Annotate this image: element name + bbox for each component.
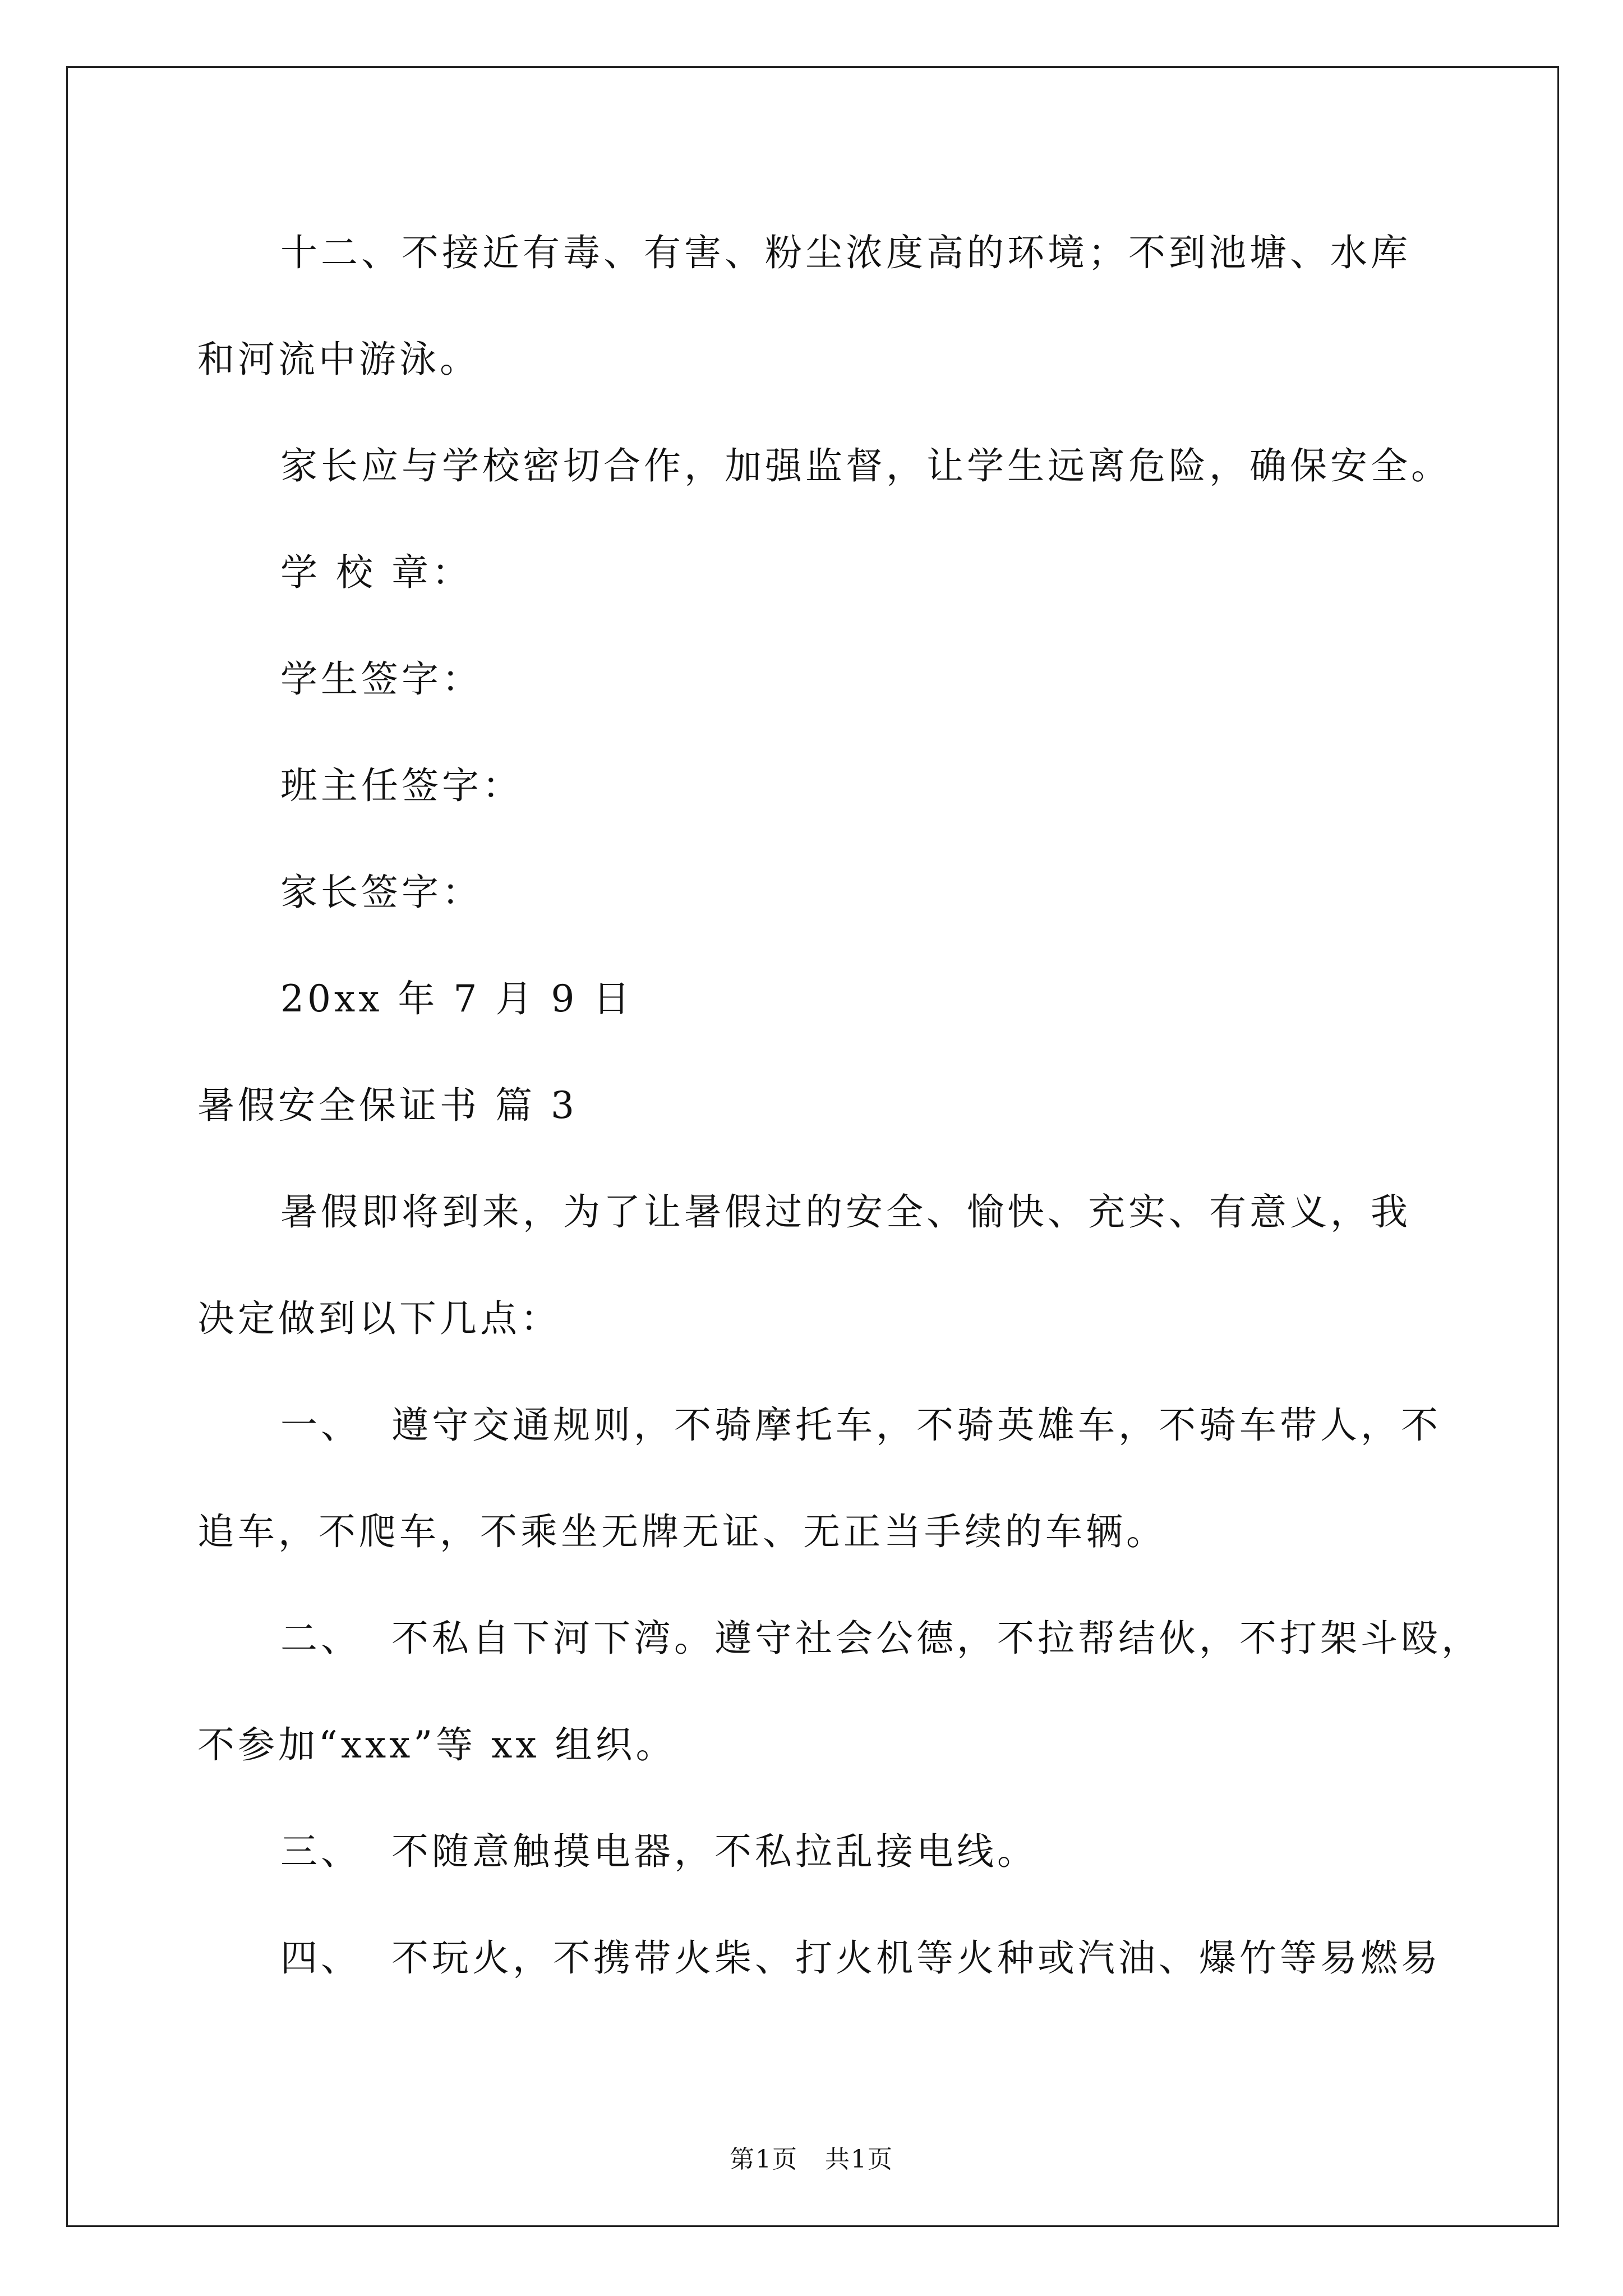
paragraph-line: 和河流中游泳。 (197, 338, 480, 381)
paragraph-line: 十二、不接近有毒、有害、粉尘浓度高的环境；不到池塘、水库 (280, 231, 1411, 274)
paragraph-line: 决定做到以下几点： (197, 1297, 561, 1340)
parent-signature-label: 家长签字： (280, 871, 482, 914)
section-title: 暑假安全保证书 篇 3 (197, 1084, 578, 1127)
paragraph-line: 暑假即将到来，为了让暑假过的安全、愉快、充实、有意义，我 (280, 1190, 1411, 1234)
page-border (66, 66, 1559, 2227)
list-item-3: 三、 不随意触摸电器，不私拉乱接电线。 (280, 1830, 1038, 1873)
student-signature-label: 学生签字： (280, 657, 482, 701)
paragraph-line: 家长应与学校密切合作，加强监督，让学生远离危险，确保安全。 (280, 444, 1451, 487)
list-item-2-continuation: 不参加“xxx”等 xx 组织。 (197, 1723, 676, 1766)
list-item-2: 二、 不私自下河下湾。遵守社会公德，不拉帮结伙，不打架斗殴， (280, 1617, 1482, 1660)
page-footer: 第1页 共1页 (730, 2145, 893, 2174)
teacher-signature-label: 班主任签字： (280, 764, 523, 807)
list-item-1: 一、 遵守交通规则，不骑摩托车，不骑英雄车，不骑车带人，不 (280, 1404, 1441, 1447)
list-item-4: 四、 不玩火，不携带火柴、打火机等火种或汽油、爆竹等易燃易 (280, 1936, 1441, 1980)
date-line: 20xx 年 7 月 9 日 (280, 977, 634, 1020)
list-item-1-continuation: 追车，不爬车，不乘坐无牌无证、无正当手续的车辆。 (197, 1510, 1166, 1553)
school-seal-label: 学 校 章： (280, 551, 472, 594)
